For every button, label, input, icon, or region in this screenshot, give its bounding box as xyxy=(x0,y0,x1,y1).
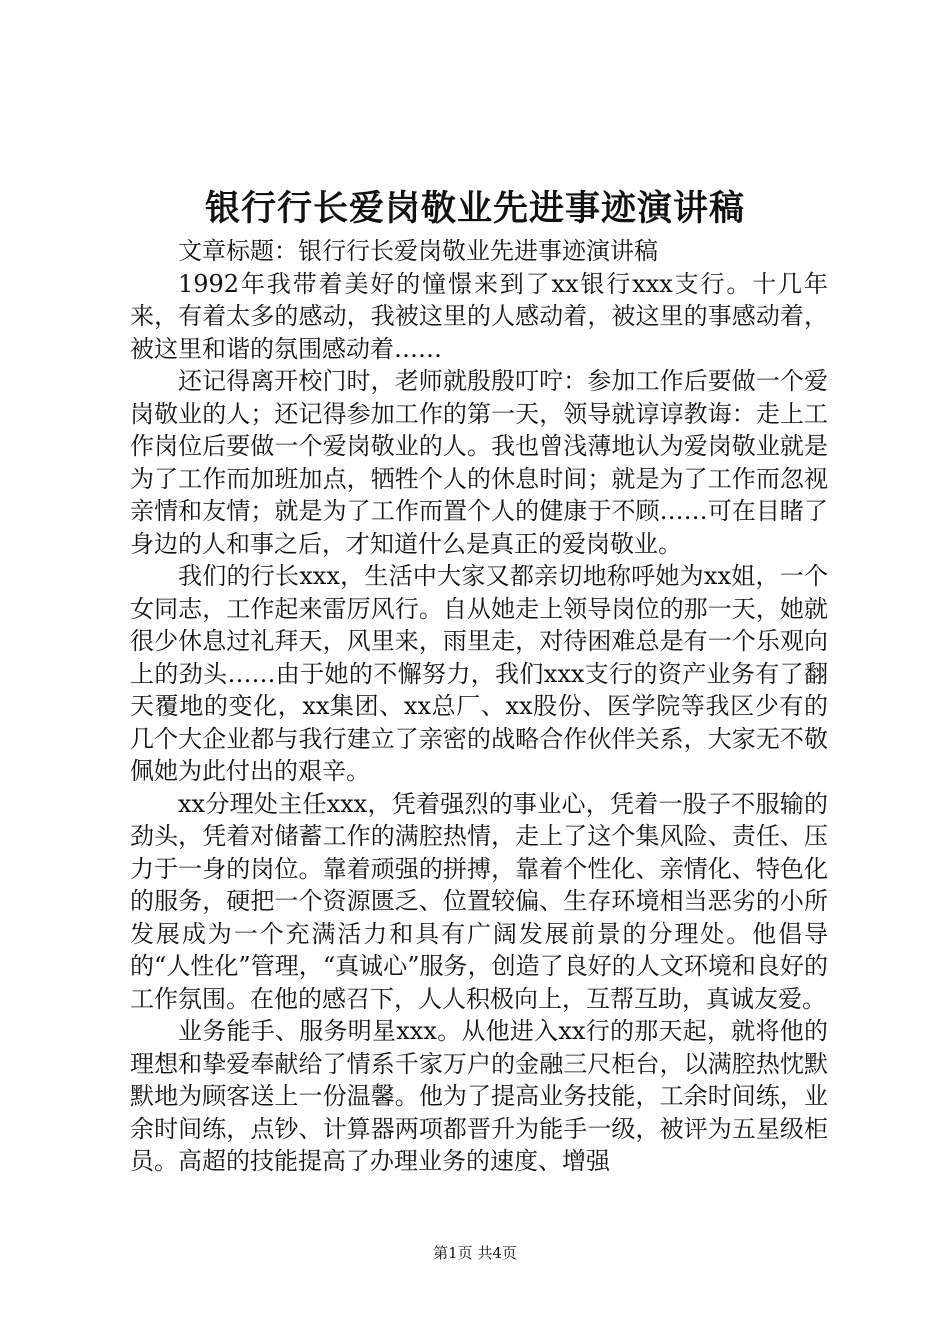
page-footer: 第1页 共4页 xyxy=(433,1244,517,1262)
paragraph: 我们的行长xxx，生活中大家又都亲切地称呼她为xx姐，一个女同志，工作起来雷厉风行。自从她走上领导岗位的那一天，她就很少休息过礼拜天，风里来，雨里走，对待困难总是有一个乐观向上的劲头……由于她的不懈努力，我们xxx支行的资产业务有了翻天覆地的变化，xx集团、xx总厂、xx股份、医学院等我区少有的几个大企业都与我行建立了亲密的战略合作伙伴关系，大家无不敬佩她为此付出的艰辛。 xyxy=(130,562,828,785)
paragraph: 还记得离开校门时，老师就殷殷叮咛：参加工作后要做一个爱岗敬业的人；还记得参加工作的第一天，领导就谆谆教诲：走上工作岗位后要做一个爱岗敬业的人。我也曾浅薄地认为爱岗敬业就是为了工作而加班加点，牺牲个人的休息时间；就是为了工作而忽视亲情和友情；就是为了工作而置个人的健康于不顾……可在目睹了身边的人和事之后，才知道什么是真正的爱岗敬业。 xyxy=(130,367,828,558)
paragraph: xx分理处主任xxx，凭着强烈的事业心，凭着一股子不服输的劲头，凭着对储蓄工作的满腔热情，走上了这个集风险、责任、压力于一身的岗位。靠着顽强的拼搏，靠着个性化、亲情化、特色化的服务，硬把一个资源匮乏、位置较偏、生存环境相当恶劣的小所发展成为一个充满活力和具有广阔发展前景的分理处。他倡导的“人性化”管理，“真诚心”服务，创造了良好的人文环境和良好的工作氛围。在他的感召下，人人积极向上，互帮互助，真诚友爱。 xyxy=(130,789,828,1013)
document-title: 银行行长爱岗敬业先进事迹演讲稿 xyxy=(204,188,745,229)
paragraph: 业务能手、服务明星xxx。从他进入xx行的那天起，就将他的理想和挚爱奉献给了情系千家万户的金融三尺柜台，以满腔热忱默默地为顾客送上一份温馨。他为了提高业务技能，工余时间练，业余时间练，点钞、计算器两项都晋升为能手一级，被评为五星级柜员。高超的技能提高了办理业务的速度、增强 xyxy=(130,1017,828,1175)
paragraph: 1992年我带着美好的憧憬来到了xx银行xxx支行。十几年来，有着太多的感动，我被这里的人感动着，被这里的事感动着，被这里和谐的氛围感动着…… xyxy=(130,269,828,363)
document-body xyxy=(130,235,828,1178)
article-title-line: 文章标题：银行行长爱岗敬业先进事迹演讲稿 xyxy=(178,237,658,265)
